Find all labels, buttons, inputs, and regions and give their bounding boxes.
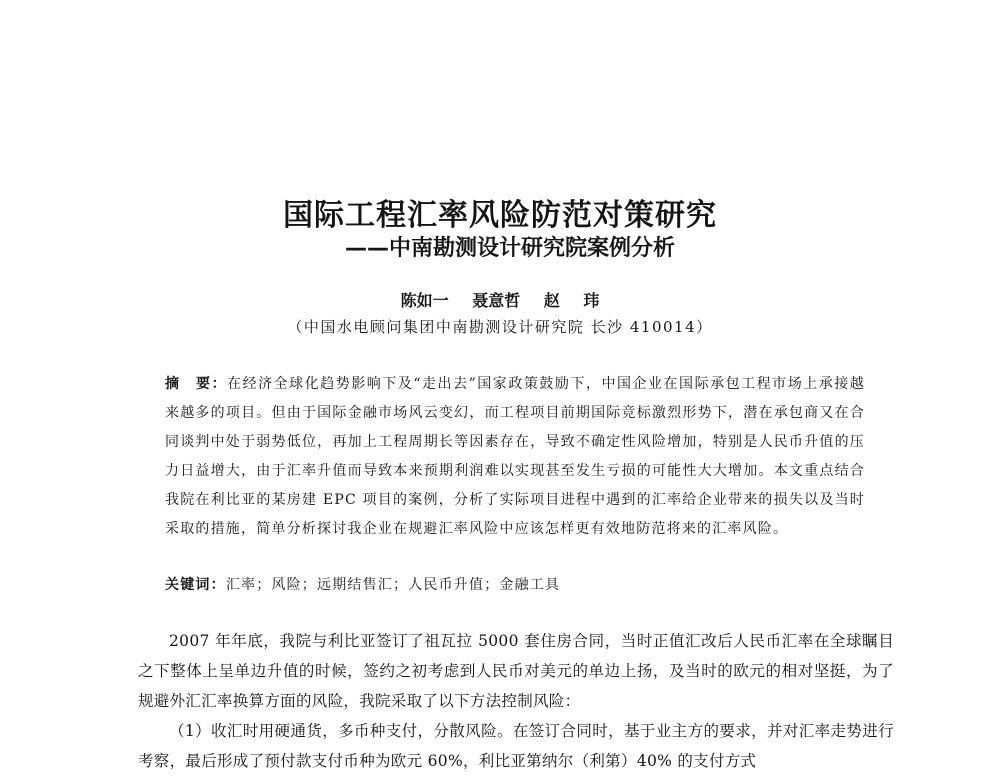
paper-subtitle: ——中南勘测设计研究院案例分析 bbox=[345, 236, 676, 261]
abstract-text: 在经济全球化趋势影响下及“走出去”国家政策鼓励下，中国企业在国际承包工程市场上承接越来越多的项目。但由于国际金融市场风云变幻，而工程项目前期国际竞标激烈形势下，潜在承包商又在合同谈判中处于弱势低位，再加上工程周期长等因素存在，导致不确定性风险增加，特别是人民币升值的压力日益增大，由于汇率升值而导致本来预期利润难以实现甚至发生亏损的可能性大大增加。本文重点结合我院在利比亚的某房建 EPC 项目的案例，分析了实际项目进程中遇到的汇率给企业带来的损失以及当时采取的措施，简单分析探讨我企业在规避汇率风险中应该怎样更有效地防范将来的汇率风险。 bbox=[165, 376, 865, 537]
keywords-label: 关键词： bbox=[165, 577, 226, 593]
affiliation: （中国水电顾问集团中南勘测设计研究院 长沙 410014） bbox=[287, 318, 713, 336]
body-text bbox=[138, 626, 894, 776]
body-paragraph: 2007 年年底，我院与利比亚签订了祖瓦拉 5000 套住房合同，当时正值汇改后人民币汇率在全球瞩目之下整体上呈单边升值的时候，签约之初考虑到人民币对美元的单边上扬，及当时的欧元的相对坚挺，为了规避外汇汇率换算方面的风险，我院采取了以下方法控制风险： bbox=[138, 632, 894, 710]
keywords-text: 汇率；风险；远期结售汇；人民币升值；金融工具 bbox=[225, 577, 561, 593]
body-paragraph: （1）收汇时用硬通货，多币种支付，分散风险。在签订合同时，基于业主方的要求，并对汇率走势进行考察，最后形成了预付款支付币种为欧元 60%，利比亚第纳尔（利第）40% 的支付方式 bbox=[138, 722, 894, 770]
abstract bbox=[165, 370, 865, 544]
authors: 陈如一 聂意哲 赵 玮 bbox=[400, 291, 600, 310]
keywords bbox=[165, 574, 865, 594]
paper-title: 国际工程汇率风险防范对策研究 bbox=[283, 198, 717, 233]
abstract-label: 摘 要： bbox=[165, 376, 228, 392]
